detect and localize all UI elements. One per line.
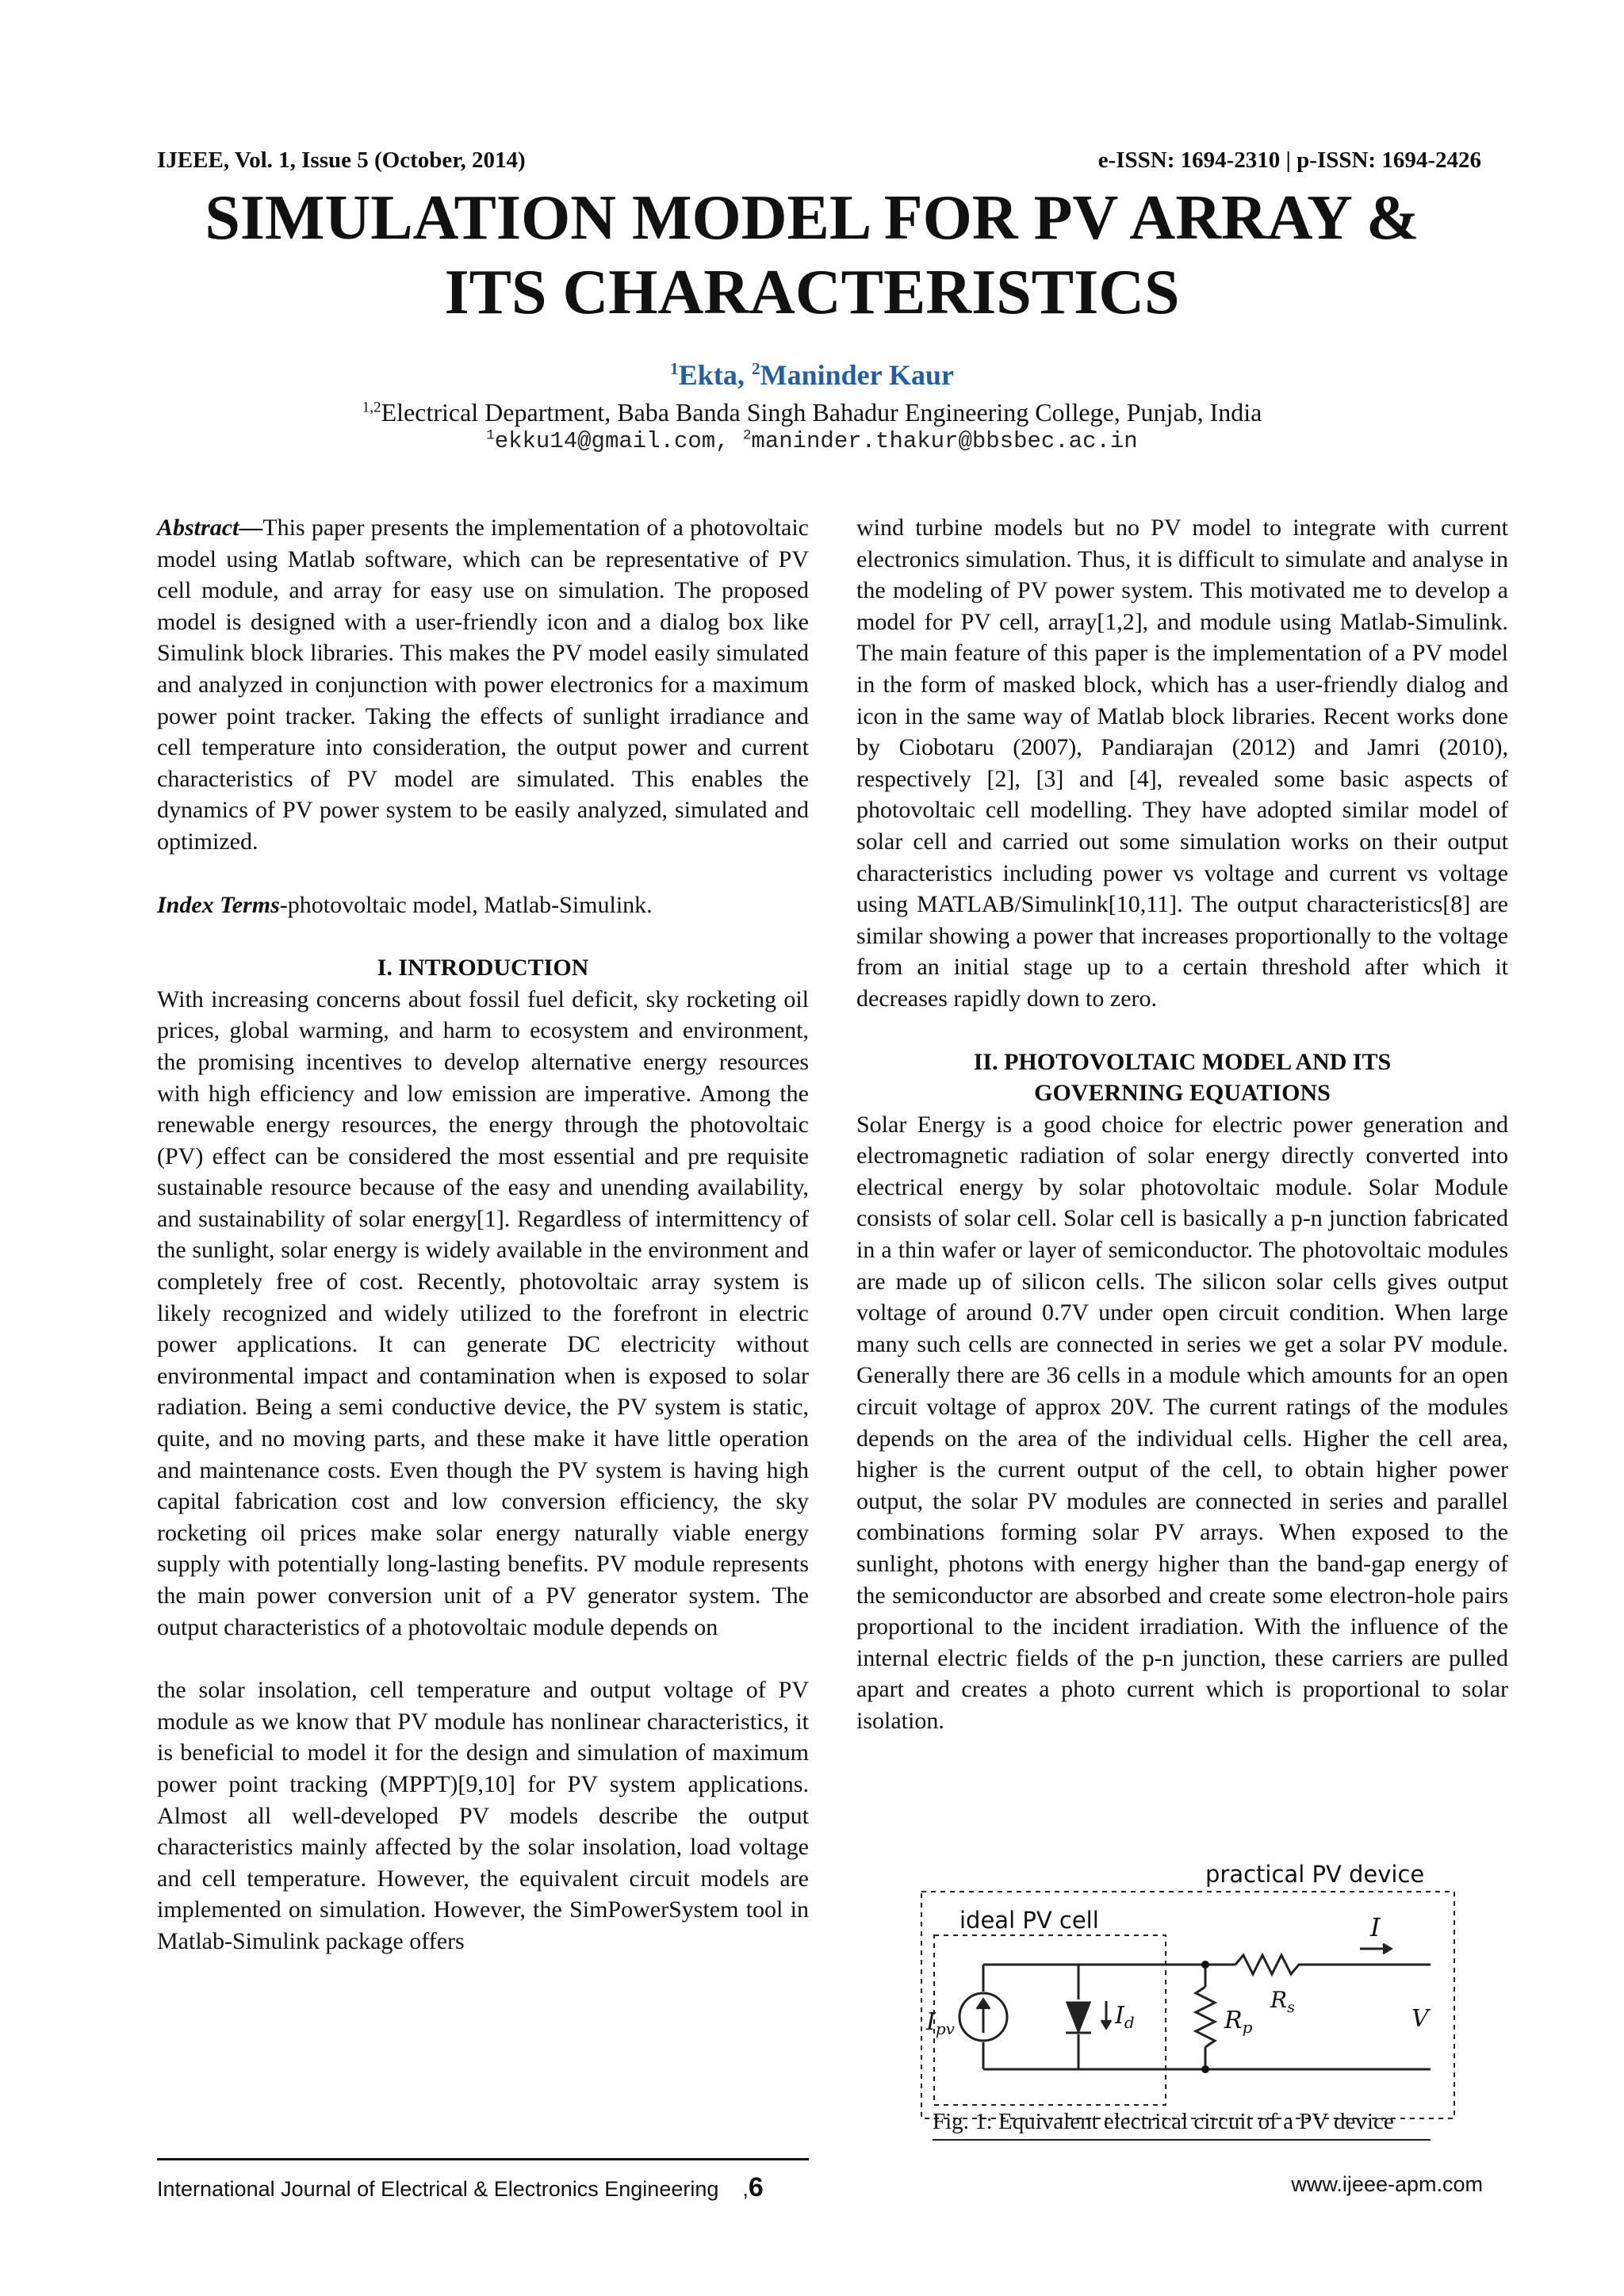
id-subscript: d: [1124, 2013, 1135, 2032]
right-column: [856, 512, 1508, 1737]
abstract-text: This paper presents the implementation of a photovoltaic model using Matlab software, which can be representative of PV cell module, and array for easy use on simulation. The proposed model is designed with a user-friendly icon and a dialog box like Simulink block libraries. This makes the PV model easily simulated and analyzed in conjunction with power electronics for a maximum power point tracker. Taking the effects of sunlight irradiance and cell temperature into consideration, the output power and current characteristics of PV model are simulated. This enables the dynamics of PV power system to be easily analyzed, simulated and optimized.: [157, 515, 809, 855]
section-2-heading-line-1: II. PHOTOVOLTAIC MODEL AND ITS: [973, 1048, 1392, 1075]
junction-dot-top: [1201, 1961, 1209, 1969]
figure-caption-rule: [933, 2139, 1431, 2141]
ideal-pv-cell-label: ideal PV cell: [959, 1907, 1099, 1934]
rp-label: R: [1224, 2007, 1243, 2034]
email-2-superscript: 2: [742, 428, 752, 444]
pv-equivalent-circuit-figure: [904, 1860, 1459, 2122]
output-current-arrowhead: [1383, 1944, 1391, 1954]
affiliation-line: [0, 398, 1624, 427]
paper-title-line-1: SIMULATION MODEL FOR PV ARRAY &: [205, 183, 1419, 253]
svg-text:Id: [1114, 2002, 1135, 2032]
abstract-label: Abstract—: [157, 515, 263, 541]
output-current-label: I: [1370, 1912, 1381, 1942]
author-1-name: Ekta,: [678, 359, 745, 391]
section-1-heading: I. INTRODUCTION: [377, 955, 589, 982]
svg-text:Rs: [1270, 1987, 1295, 2016]
email-1-superscript: 1: [486, 428, 495, 444]
section-2-heading-line-2: GOVERNING EQUATIONS: [1034, 1080, 1331, 1107]
rp-resistor-symbol: [1196, 1987, 1215, 2047]
email-2[interactable]: maninder.thakur@bbsbec.ac.in: [751, 428, 1138, 454]
issn-header: e-ISSN: 1694-2310 | p-ISSN: 1694-2426: [1097, 147, 1481, 173]
index-terms-text: -photovoltaic model, Matlab-Simulink.: [279, 891, 653, 918]
rp-subscript: p: [1242, 2018, 1253, 2037]
rs-resistor-symbol: [1235, 1955, 1332, 1974]
page-number: 6: [748, 2172, 764, 2202]
rs-subscript: s: [1287, 1999, 1295, 2016]
index-terms-label: Index Terms: [157, 891, 280, 918]
paper-title: [95, 181, 1529, 330]
ipv-label: I: [926, 2008, 936, 2036]
index-terms-paragraph: [157, 890, 809, 921]
abstract-paragraph: [157, 512, 809, 858]
author-line: [0, 358, 1624, 392]
rs-label: R: [1270, 1987, 1288, 2013]
intro-paragraph-3: wind turbine models but no PV model to integrate with current electronics simulation. Thus, it is difficult to simulate and analyse in the modeling of PV power system. This motivated me to develop a model for PV cell, array[1,2], and module using Matlab-Simulink. The main feature of this paper is the implementation of a PV model in the form of masked block, which has a user-friendly dialog and icon in the same way of Matlab block libraries. Recent works done by Ciobotaru (2007), Pandiarajan (2012) and Jamri (2010), respectively [2], [3] and [4], revealed some basic aspects of photovoltaic cell modelling. They have adopted similar model of solar cell and carried out some simulation works on their output characteristics including power vs voltage and current vs voltage using MATLAB/Simulink[10,11]. The output characteristics[8] are similar showing a power that increases proportionally to the voltage from an initial stage up to a certain threshold after which it decreases rapidly down to zero.: [856, 515, 1508, 1012]
footer-journal: [157, 2172, 764, 2203]
svg-text:Rp: [1224, 2007, 1253, 2037]
footer-journal-name: International Journal of Electrical & Electronics Engineering: [157, 2177, 719, 2201]
section-2-paragraph-1: Solar Energy is a good choice for electric power generation and electromagnetic radiation of solar energy directly converted into electrical energy by solar photovoltaic module. Solar Module consists of solar cell. Solar cell is basically a p-n junction fabricated in a thin wafer or layer of semiconductor. The photovoltaic modules are made up of silicon cells. The silicon solar cells gives output voltage of around 0.7V under open circuit condition. When large many such cells are connected in series we get a solar PV module. Generally there are 36 cells in a module which amounts for an open circuit voltage of approx 20V. The current ratings of the modules depends on the area of the individual cells. Higher the cell area, higher is the current output of the cell, to obtain higher power output, the solar PV modules are connected in series and parallel combinations forming solar PV arrays. When exposed to the sunlight, photons with energy higher than the band-gap energy of the semiconductor are absorbed and create some electron-hole pairs proportional to the incident irradiation. With the influence of the internal electric fields of the p-n junction, these carriers are pulled apart and creates a photo current which is proportional to solar isolation.: [856, 1111, 1508, 1734]
affiliation-text: Electrical Department, Baba Banda Singh Bahadur Engineering College, Punjab, India: [381, 398, 1262, 427]
author-1-superscript: 1: [670, 359, 679, 378]
id-label: I: [1115, 2002, 1124, 2030]
affiliation-superscript: 1,2: [362, 399, 381, 416]
junction-dot-bottom: [1201, 2065, 1209, 2073]
id-arrowhead: [1101, 2020, 1111, 2028]
svg-text:Ipv: [925, 2008, 956, 2038]
ipv-subscript: pv: [935, 2019, 955, 2038]
current-source-arrowhead: [977, 1999, 990, 2009]
journal-issue-header: IJEEE, Vol. 1, Issue 5 (October, 2014): [157, 147, 526, 173]
author-2-superscript: 2: [751, 359, 760, 378]
intro-paragraph-1: With increasing concerns about fossil fuel deficit, sky rocketing oil prices, global warming, and harm to ecosystem and environment, the promising incentives to develop alternative energy resources with high efficiency and low emission are imperative. Among the renewable energy resources, the energy through the photovoltaic (PV) effect can be considered the most essential and pre requisite sustainable resource because of the easy and unending availability, and sustainability of solar energy[1]. Regardless of intermittency of the sunlight, solar energy is widely available in the environment and completely free of cost. Recently, photovoltaic array system is likely recognized and widely utilized to the forefront in electric power applications. It can generate DC electricity without environmental impact and contamination when is exposed to solar radiation. Being a semi conductive device, the PV system is static, quite, and no moving parts, and these make it have little operation and maintenance costs. Even though the PV system is having high capital fabrication cost and low conversion efficiency, the sky rocketing oil prices make solar energy naturally viable energy supply with potentially long-lasting benefits. PV module represents the main power conversion unit of a PV generator system. The output characteristics of a photovoltaic module depends on: [157, 985, 809, 1640]
footer-website[interactable]: www.ijeee-apm.com: [1291, 2172, 1483, 2196]
output-voltage-label: V: [1411, 2005, 1429, 2033]
paper-title-line-2: ITS CHARACTERISTICS: [444, 258, 1180, 327]
email-1[interactable]: ekku14@gmail.com,: [494, 428, 730, 454]
footer-page-prefix: ,: [742, 2177, 749, 2201]
left-column: [157, 512, 809, 1957]
author-2-name: Maninder Kaur: [760, 359, 954, 391]
footer-rule: [157, 2158, 809, 2160]
diode-symbol: [1067, 2003, 1090, 2031]
practical-pv-device-label: practical PV device: [1205, 1861, 1425, 1888]
figure-1-caption: Fig. 1: Equivalent electrical circuit of a PV device: [933, 2109, 1394, 2134]
email-line: [0, 428, 1624, 454]
intro-paragraph-2: the solar insolation, cell temperature and output voltage of PV module as we know that PV module has nonlinear characteristics, it is beneficial to model it for the design and simulation of maximum power point tracking (MPPT)[9,10] for PV system applications. Almost all well-developed PV models describe the output characteristics mainly affected by the solar insolation, load voltage and cell temperature. However, the equivalent circuit models are implemented on simulation. However, the SimPowerSystem tool in Matlab-Simulink package offers: [157, 1677, 809, 1954]
